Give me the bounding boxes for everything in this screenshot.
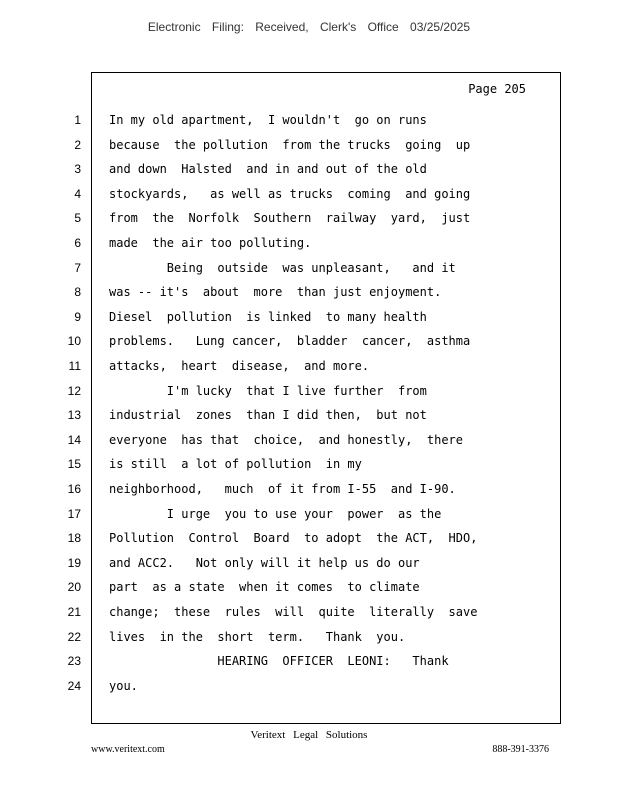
line-text: and ACC2. Not only will it help us do our [109,555,420,570]
line-text: is still a lot of pollution in my [109,457,362,472]
transcript-line [0,433,618,458]
transcript-line [0,654,618,679]
transcript-line [0,531,618,556]
transcript-line [0,384,618,409]
line-text: part as a state when it comes to climate [109,580,420,595]
transcript-line [0,408,618,433]
line-text: was -- it's about more than just enjoyment. [109,285,442,300]
line-number: 13 [67,408,81,423]
line-number: 18 [67,531,81,546]
transcript-line [0,285,618,310]
transcript-line [0,679,618,704]
line-number: 20 [67,580,81,595]
line-number: 10 [67,334,81,349]
transcript-line [0,187,618,212]
transcript-line [0,211,618,236]
line-text: lives in the short term. Thank you. [109,629,406,644]
line-number: 15 [67,457,81,472]
line-number: 22 [67,629,81,644]
line-text: I'm lucky that I live further from [109,383,427,398]
line-number: 1 [74,113,81,127]
transcript-line [0,261,618,286]
transcript-line [0,482,618,507]
transcript-line [0,359,618,384]
line-number: 12 [67,383,81,398]
transcript-line [0,236,618,261]
line-text: HEARING OFFICER LEONI: Thank [109,654,449,669]
line-number: 21 [67,605,81,619]
transcript-line [0,630,618,655]
line-text: stockyards, as well as trucks coming and going [109,186,471,201]
transcript-line [0,162,618,187]
page-number: Page 205 [468,82,526,96]
footer-website: www.veritext.com [91,744,165,755]
line-text: attacks, heart disease, and more. [109,359,370,373]
line-text: from the Norfolk Southern railway yard, just [109,211,471,226]
transcript-line [0,507,618,532]
transcript-line [0,605,618,630]
line-text: you. [109,678,138,693]
line-text: industrial zones than I did then, but not [109,408,427,423]
line-number: 19 [67,555,81,570]
filing-stamp: Electronic Filing: Received, Clerk's Office 03/25/2025 [147,20,471,34]
line-number: 17 [67,506,81,521]
transcript-line [0,457,618,482]
line-text: everyone has that choice, and honestly, there [109,432,464,447]
line-number: 8 [74,285,81,300]
footer-phone: 888-391-3376 [492,744,549,755]
line-text: problems. Lung cancer, bladder cancer, asthma [109,334,471,349]
transcript-line [0,113,618,138]
line-number: 24 [67,678,81,693]
line-number: 7 [74,260,81,275]
line-number: 2 [74,137,81,152]
line-text: Diesel pollution is linked to many health [109,309,427,324]
transcript-line [0,334,618,359]
line-number: 14 [67,432,81,447]
footer-company: Veritext Legal Solutions [250,729,368,741]
line-text: change; these rules will quite literally save [109,605,478,619]
line-number: 9 [74,309,81,324]
line-number: 23 [67,654,81,669]
transcript-line [0,138,618,163]
line-number: 5 [74,211,81,226]
line-text: I urge you to use your power as the [109,506,442,521]
line-text: Being outside was unpleasant, and it [109,260,456,275]
line-text: Pollution Control Board to adopt the ACT, HDO, [109,531,478,546]
line-number: 16 [67,482,81,496]
line-text: and down Halsted and in and out of the old [109,162,427,177]
line-number: 11 [68,359,81,373]
transcript-line [0,310,618,335]
line-number: 3 [74,162,81,177]
line-text: neighborhood, much of it from I-55 and I-90. [109,482,456,496]
line-text: made the air too polluting. [109,236,312,250]
transcript-line [0,580,618,605]
line-text: In my old apartment, I wouldn't go on runs [109,113,427,127]
line-number: 4 [74,186,81,201]
line-text: because the pollution from the trucks going up [109,137,471,152]
line-number: 6 [74,236,81,250]
transcript-line [0,556,618,581]
